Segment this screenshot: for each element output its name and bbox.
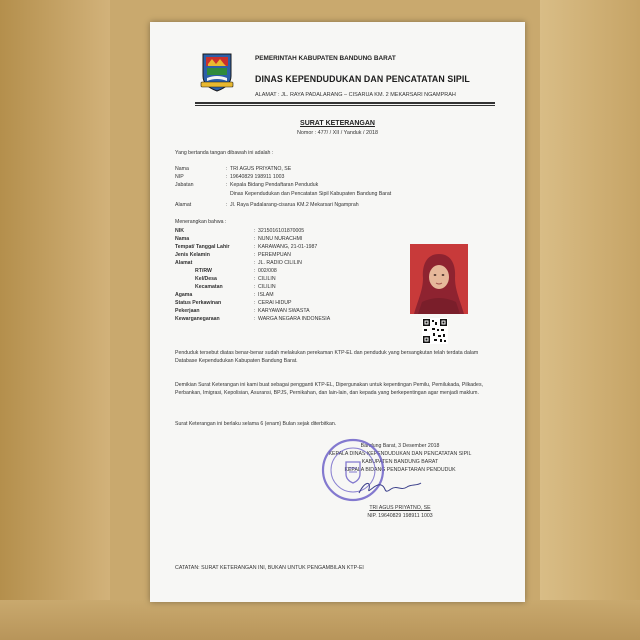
- subject-sep: :: [254, 228, 256, 234]
- document-number: Nomor : 477/ / XII / Yanduk / 2018: [296, 130, 378, 136]
- subject-sep: :: [254, 268, 256, 274]
- subject-label-nik: NIK: [175, 228, 184, 234]
- signer-label-position: Jabatan: [175, 182, 194, 188]
- subject-value-rtrw: 002/008: [258, 268, 277, 274]
- signer-label-name: Nama: [175, 166, 189, 172]
- subject-value-occupation: KARYAWAN SWASTA: [258, 308, 310, 314]
- subject-value-marital: CERAI HIDUP: [258, 300, 292, 306]
- subject-value-birth: KARAWANG, 21-01-1987: [258, 244, 318, 250]
- subject-label-district: Kecamatan: [195, 284, 223, 290]
- person-portrait-icon: [410, 244, 468, 314]
- paragraph-validity: Surat Keterangan ini berlaku selama 6 (enam) Bulan sejak diterbitkan.: [175, 421, 337, 427]
- subject-sep: :: [254, 276, 256, 282]
- subject-label-address: Alamat: [175, 260, 193, 266]
- paragraph-purpose: Demikian Surat Keterangan ini kami buat sebagai pengganti KTP-EL, Dipergunakan untuk kepentingan Pemilu, Pemilukada, Pilkades, Perbankan, Imigrasi, Kepolisian, Asuransi, BPJS, Pernikahan, dan lain-lain, dan kepada yang berkepentingan agar menjadi maklum.: [175, 382, 483, 396]
- subject-label-birth: Tempat/ Tanggal Lahir: [175, 244, 230, 250]
- signer-label-nip: NIP: [175, 174, 184, 180]
- subject-label-citizenship: Kewarganegaraan: [175, 316, 220, 322]
- signer-sep-name: :: [226, 166, 228, 172]
- department-name: DINAS KEPENDUDUKAN DAN PENCATATAN SIPIL: [255, 74, 470, 84]
- signature-place-date: Bandung Barat, 3 Desember 2018: [360, 443, 440, 449]
- signature-line-2: KABUPATEN BANDUNG BARAT: [361, 459, 439, 465]
- subject-sep: :: [254, 300, 256, 306]
- subject-sep: :: [254, 292, 256, 298]
- subject-value-address: JL. RADIO CILILIN: [258, 260, 302, 266]
- desk-background-bottom: [0, 600, 640, 640]
- subject-sep: :: [254, 284, 256, 290]
- signer-nip: NIP. 19640829 198911 1003: [367, 513, 433, 519]
- signature-line-1: KEPALA DINAS KEPENDUDUKAN DAN PENCATATAN SIPIL: [328, 451, 472, 457]
- signer-value-name: TRI AGUS PRIYATNO, SE: [230, 166, 292, 172]
- signer-value-nip: 19640829 198911 1003: [230, 174, 285, 180]
- signer-value-address: Jl. Raya Padalarang-cisarua KM.2 Mekarsari Ngamprah: [230, 202, 359, 208]
- office-address: ALAMAT : JL. RAYA PADALARANG – CISARUA KM. 2 MEKARSARI NGAMPRAH: [255, 92, 456, 98]
- regency-emblem-icon: [200, 52, 234, 92]
- signer-sep-address: :: [226, 202, 228, 208]
- desk-background-right: [540, 0, 640, 640]
- government-name: PEMERINTAH KABUPATEN BANDUNG BARAT: [255, 55, 396, 62]
- subject-value-gender: PEREMPUAN: [258, 252, 291, 258]
- subject-value-citizenship: WARGA NEGARA INDONESIA: [258, 316, 331, 322]
- subject-sep: :: [254, 244, 256, 250]
- document-title: SURAT KETERANGAN: [300, 120, 375, 127]
- signer-label-address: Alamat: [175, 202, 192, 208]
- footer-note: CATATAN: SURAT KETERANGAN INI, BUKAN UNTUK PENGAMBILAN KTP-El: [175, 565, 364, 571]
- header-divider-thin: [195, 105, 495, 106]
- subject-sep: :: [254, 252, 256, 258]
- header-divider: [195, 102, 495, 104]
- subject-value-village: CILILIN: [258, 276, 276, 282]
- signer-value-office: Dinas Kependudukan dan Pencatatan Sipil Kabupaten Bandung Barat: [230, 191, 392, 197]
- subject-value-nik: 3215016101870005: [258, 228, 305, 234]
- signer-sep-nip: :: [226, 174, 228, 180]
- subject-sep: :: [254, 260, 256, 266]
- subject-label-village: Kel/Desa: [195, 276, 217, 282]
- subject-sep: :: [254, 316, 256, 322]
- subject-label-rtrw: RT/RW: [195, 268, 212, 274]
- signer-intro: Yang bertanda tangan dibawah ini adalah :: [175, 150, 274, 156]
- document-page: [150, 22, 525, 602]
- subject-label-gender: Jenis Kelamin: [175, 252, 210, 258]
- id-photo: [410, 244, 468, 314]
- desk-background-left: [0, 0, 110, 640]
- signer-value-position: Kepala Bidang Pendaftaran Penduduk: [230, 182, 319, 188]
- handwritten-signature-icon: [355, 477, 425, 499]
- subject-label-marital: Status Perkawinan: [175, 300, 222, 306]
- signer-name: TRI AGUS PRIYATNO, SE: [369, 505, 431, 511]
- subject-label-occupation: Pekerjaan: [175, 308, 200, 314]
- subject-value-religion: ISLAM: [258, 292, 274, 298]
- subject-intro: Menerangkan bahwa :: [175, 219, 227, 225]
- subject-sep: :: [254, 236, 256, 242]
- subject-label-name: Nama: [175, 236, 190, 242]
- signer-sep-position: :: [226, 182, 228, 188]
- subject-value-name: NUNU NURACHMI: [258, 236, 303, 242]
- subject-label-religion: Agama: [175, 292, 193, 298]
- qr-code-icon: [422, 318, 448, 344]
- paragraph-recording-status: Penduduk tersebut diatas benar-benar sudah melakukan perekaman KTP-EL dan penduduk yang bersangkutan telah terdata dalam Database Kependudukan Kabupaten Bandung Barat.: [175, 350, 479, 364]
- subject-value-district: CILILIN: [258, 284, 276, 290]
- signature-line-3: KEPALA BIDANG PENDAFTARAN PENDUDUK: [344, 467, 456, 473]
- subject-sep: :: [254, 308, 256, 314]
